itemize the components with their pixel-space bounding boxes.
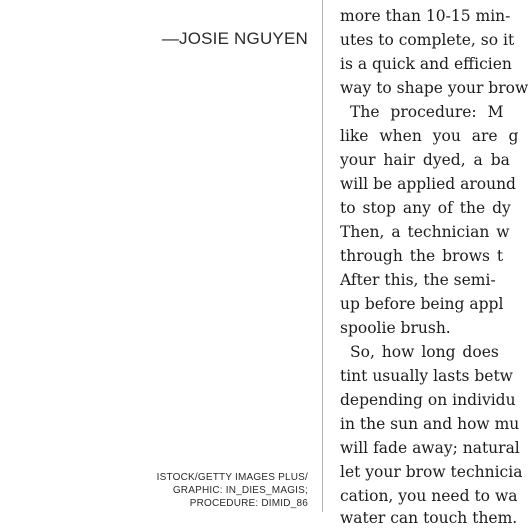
article-line: is a quick and efficien xyxy=(340,55,512,73)
article-line: more than 10-15 min- xyxy=(340,7,511,25)
credit-line: PROCEDURE: DIMID_86 xyxy=(189,498,308,510)
article-line: like when you are g xyxy=(340,127,519,145)
article-line: water can touch them. xyxy=(340,509,518,527)
column-divider xyxy=(322,0,323,512)
article-line: Then, a technician w xyxy=(340,223,510,241)
article-line: up before being appl xyxy=(340,295,504,313)
article-line: utes to complete, so it xyxy=(340,31,515,49)
credit-line: ISTOCK/GETTY IMAGES PLUS/ xyxy=(156,472,308,483)
article-line: cation, you need to wa xyxy=(340,487,518,505)
article-line: tint usually lasts betw xyxy=(340,367,513,385)
article-line: in the sun and how mu xyxy=(340,415,520,433)
image-credits xyxy=(157,471,308,511)
article-line: will fade away; natural xyxy=(340,439,520,457)
article-line: to stop any of the dy xyxy=(340,199,511,217)
article-line: will be applied around xyxy=(340,175,516,193)
quote-attribution: —JOSIE NGUYEN xyxy=(161,29,308,48)
article-line: After this, the semi- xyxy=(340,271,496,289)
article-line: through the brows t xyxy=(340,247,504,265)
article-line: spoolie brush. xyxy=(340,319,451,337)
article-line: your hair dyed, a ba xyxy=(340,151,510,169)
article-body xyxy=(340,0,528,527)
credit-line: GRAPHIC: IN_DIES_MAGIS; xyxy=(172,485,308,497)
article-line: The procedure: M xyxy=(350,103,504,121)
article-line: So, how long does xyxy=(350,343,499,361)
article-line: depending on individu xyxy=(340,391,516,409)
article-line: way to shape your brow xyxy=(340,79,528,97)
article-line: let your brow technicia xyxy=(340,463,523,481)
